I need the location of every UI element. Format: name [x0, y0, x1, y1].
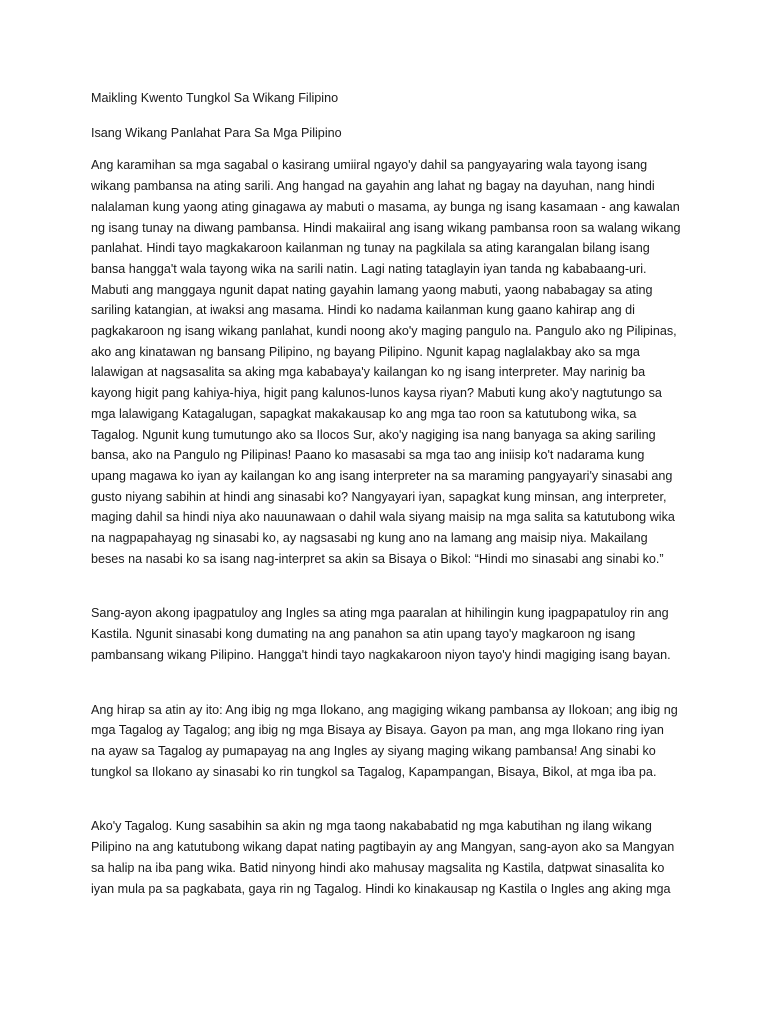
- paragraph-3: Ang hirap sa atin ay ito: Ang ibig ng mga Ilokano, ang magiging wikang pambansa ay Ilokoan; ang ibig ng mga Tagalog ay Tagalog; ang ibig ng mga Bisaya ay Bisaya. Gayon pa man, ang mga Ilokano ring iyan na ayaw sa Tagalog ay pumapayag na ang Ingles ay siyang maging wikang pambansa! Ang sinabi ko tungkol sa Ilokano ay sinasabi ko rin tungkol sa Tagalog, Kapampangan, Bisaya, Bikol, at mga iba pa.: [91, 702, 678, 779]
- document-title: Maikling Kwento Tungkol Sa Wikang Filipino: [91, 91, 339, 105]
- paragraph-4: Ako'y Tagalog. Kung sasabihin sa akin ng mga taong nakababatid ng mga kabutihan ng ilang wikang Pilipino na ang katutubong wikang dapat nating pagtibayin ay ang Mangyan, sang-ayon ako sa Mangyan sa halip na iba pang wika. Batid ninyong hindi ako mahusay magsalita ng Kastila, datpwat sinasalita ko iyan mula pa sa pagkabata, gaya rin ng Tagalog. Hindi ko kinakausap ng Kastila o Ingles ang aking mga: [91, 819, 675, 896]
- paragraph-2: Sang-ayon akong ipagpatuloy ang Ingles sa ating mga paaralan at hihilingin kung ipagpapatuloy rin ang Kastila. Ngunit sinasabi kong dumating na ang panahon sa atin upang tayo'y magkaroon ng isang pambansang wikang Pilipino. Hangga't hindi tayo nagkakaroon niyon tayo'y hindi magiging isang bayan.: [91, 606, 671, 662]
- document-page: [91, 88, 681, 899]
- paragraph-1: Ang karamihan sa mga sagabal o kasirang umiiral ngayo'y dahil sa pangyayaring wala tayong isang wikang pambansa na ating sarili. Ang hangad na gayahin ang lahat ng bagay na dayuhan, nang hindi nalalaman kung yaong ating ginagawa ay mabuti o masama, ay bunga ng isang kasamaan - ang kawalan ng isang tunay na diwang pambansa. Hindi makaiiral ang isang wikang pambansa roon sa walang wikang panlahat. Hindi tayo magkakaroon kailanman ng tunay na pagkilala sa ating karangalan bilang isang bansa hangga't wala tayong wika na sarili natin. Lagi nating tataglayin iyan tanda ng kababaang-uri. Mabuti ang manggaya ngunit dapat nating gayahin lamang yaong mabuti, yaong nababagay sa ating sariling katangian, at iwaksi ang masama. Hindi ko nadama kailanman kung gaano kahirap ang di pagkakaroon ng isang wikang panlahat, kundi noong ako'y maging pangulo na. Pangulo ako ng Pilipinas, ako ang kinatawan ng bansang Pilipino, ng bayang Pilipino. Ngunit kapag naglalakbay ako sa mga lalawigan at nagsasalita sa aking mga kababaya'y kailangan ko ng isang interpreter. May narinig ba kayong higit pang kahiya-hiya, higit pang kalunos-lunos kaysa riyan? Mabuti kung ako'y nagtutungo sa mga lalawigang Katagalugan, sapagkat makakausap ko ang mga tao roon sa katutubong wika, sa Tagalog. Ngunit kung tumutungo ako sa Ilocos Sur, ako'y nagiging isa nang banyaga sa aking sariling bansa, ako na Pangulo ng Pilipinas! Paano ko masasabi sa mga tao ang iniisip ko't nadarama kung upang magawa ko iyan ay kailangan ko ang isang interpreter na sa maraming pangyayari'y sinasabi ang gusto niyang sabihin at hindi ang sinasabi ko? Nangyayari iyan, sapagkat kung minsan, ang interpreter, maging dahil sa hindi niya ako nauunawaan o dahil wala siyang maisip na mga salita sa katutubong wika na nagpapahayag ng sinasabi ko, ay nagsasabi ng kung ano na lamang ang maisip niya. Makailang beses na nasabi ko sa isang nag-interpret sa akin sa Bisaya o Bikol: “Hindi mo sinasabi ang sinabi ko.”: [91, 158, 681, 566]
- document-subtitle: Isang Wikang Panlahat Para Sa Mga Pilipino: [91, 125, 342, 140]
